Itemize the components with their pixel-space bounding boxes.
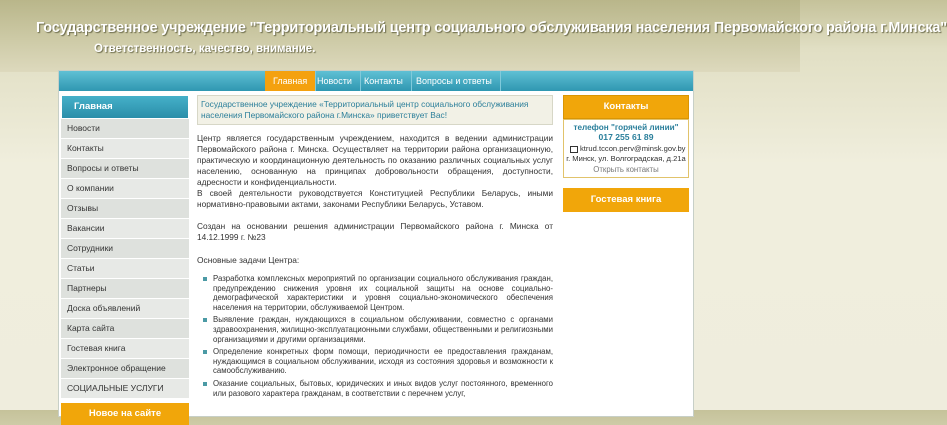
left-menu-list [61, 119, 189, 399]
sidebar-item-news[interactable]: Новости [61, 119, 189, 139]
sidebar-item-e-appeal[interactable]: Электронное обращение [61, 359, 189, 379]
nav-contacts[interactable]: Контакты [356, 71, 412, 91]
sidebar-item-faq[interactable]: Вопросы и ответы [61, 159, 189, 179]
tasks-title: Основные задачи Центра: [197, 255, 300, 265]
right-sidebar [563, 95, 689, 212]
top-navigation [59, 71, 693, 91]
main-content [197, 95, 553, 401]
nav-news[interactable]: Новости [309, 71, 361, 91]
guestbook-header[interactable]: Гостевая книга [563, 188, 689, 212]
nav-faq[interactable]: Вопросы и ответы [408, 71, 501, 91]
mail-icon [570, 146, 578, 153]
site-header [0, 0, 947, 72]
sidebar-item-social-services[interactable]: СОЦИАЛЬНЫЕ УСЛУГИ [61, 379, 189, 399]
sidebar-item-sitemap[interactable]: Карта сайта [61, 319, 189, 339]
list-item: Оказание социальных, бытовых, юридических и иных видов услуг постоянного, временного или разового характера гражданам, в соответствии с перечнем услуг, [213, 378, 553, 398]
email-line [566, 144, 686, 153]
left-sidebar [61, 95, 189, 425]
left-menu-header[interactable]: Главная [61, 95, 189, 119]
sidebar-item-about[interactable]: О компании [61, 179, 189, 199]
sidebar-item-reviews[interactable]: Отзывы [61, 199, 189, 219]
founded-text: Создан на основании решения администрации Первомайского района г. Минска от 14.12.1999 г. №23 [197, 221, 553, 242]
site-title[interactable]: Государственное учреждение "Территориальный центр социального обслуживания населения Первомайского района г.Минска" [36, 20, 947, 36]
sidebar-item-articles[interactable]: Статьи [61, 259, 189, 279]
contacts-header[interactable]: Контакты [563, 95, 689, 119]
open-contacts-link[interactable]: Открыть контакты [593, 165, 659, 174]
address: г. Минск, ул. Волгоградская, д.21а [566, 154, 686, 163]
intro-text: Центр является государственным учреждением, находится в ведении администрации Первомайского района г. Минска. Осуществляет на территории района организационную, практическую и координационную деятельность по оказанию различных социальных услуг населению, основанную на принципах добровольности обращения, доступности, адресности и конфиденциальности. [197, 133, 553, 187]
tasks-list [197, 274, 553, 398]
sidebar-item-guestbook[interactable]: Гостевая книга [61, 339, 189, 359]
site-slogan: Ответственность, качество, внимание. [94, 43, 316, 55]
sidebar-item-board[interactable]: Доска объявлений [61, 299, 189, 319]
email-link[interactable]: ktrud.tccon.perv@minsk.gov.by [580, 144, 686, 153]
list-item: Выявление граждан, нуждающихся в социальном обслуживании, совместно с органами здравоохранения, жилищно-эксплуатационными службами, общественными и религиозными организациями и другими организациями. [213, 315, 553, 344]
list-item: Определение конкретных форм помощи, периодичности ее предоставления гражданам, нуждающимся в социальном обслуживании, исходя из состояния здоровья и возможности к самообслуживанию. [213, 347, 553, 376]
sidebar-item-staff[interactable]: Сотрудники [61, 239, 189, 259]
content-frame [58, 70, 694, 417]
list-item: Разработка комплексных мероприятий по организации социального обслуживания граждан, предупреждению снижения уровня их социальной защиты на основе социально-демографической характеристики и уровня социально-экономического обеспечения населения на территории, обслуживаемой Центром. [213, 274, 553, 312]
hotline-phone[interactable]: 017 255 61 89 [598, 132, 654, 142]
sidebar-item-vacancies[interactable]: Вакансии [61, 219, 189, 239]
welcome-message: Государственное учреждение «Территориальный центр социального обслуживания населения Первомайского района г.Минска» приветствует Вас! [197, 95, 553, 125]
nav-home[interactable]: Главная [265, 71, 316, 91]
sidebar-item-partners[interactable]: Партнеры [61, 279, 189, 299]
hotline-label: телефон "горячей линии" [573, 123, 679, 132]
intro-text-2: В своей деятельности руководствуется Конституцией Республики Беларусь, иными нормативно-правовыми актами, законами Республики Беларусь, Уставом. [197, 188, 553, 209]
contacts-box [563, 119, 689, 178]
new-on-site-header: Новое на сайте [61, 403, 189, 425]
sidebar-item-contacts[interactable]: Контакты [61, 139, 189, 159]
